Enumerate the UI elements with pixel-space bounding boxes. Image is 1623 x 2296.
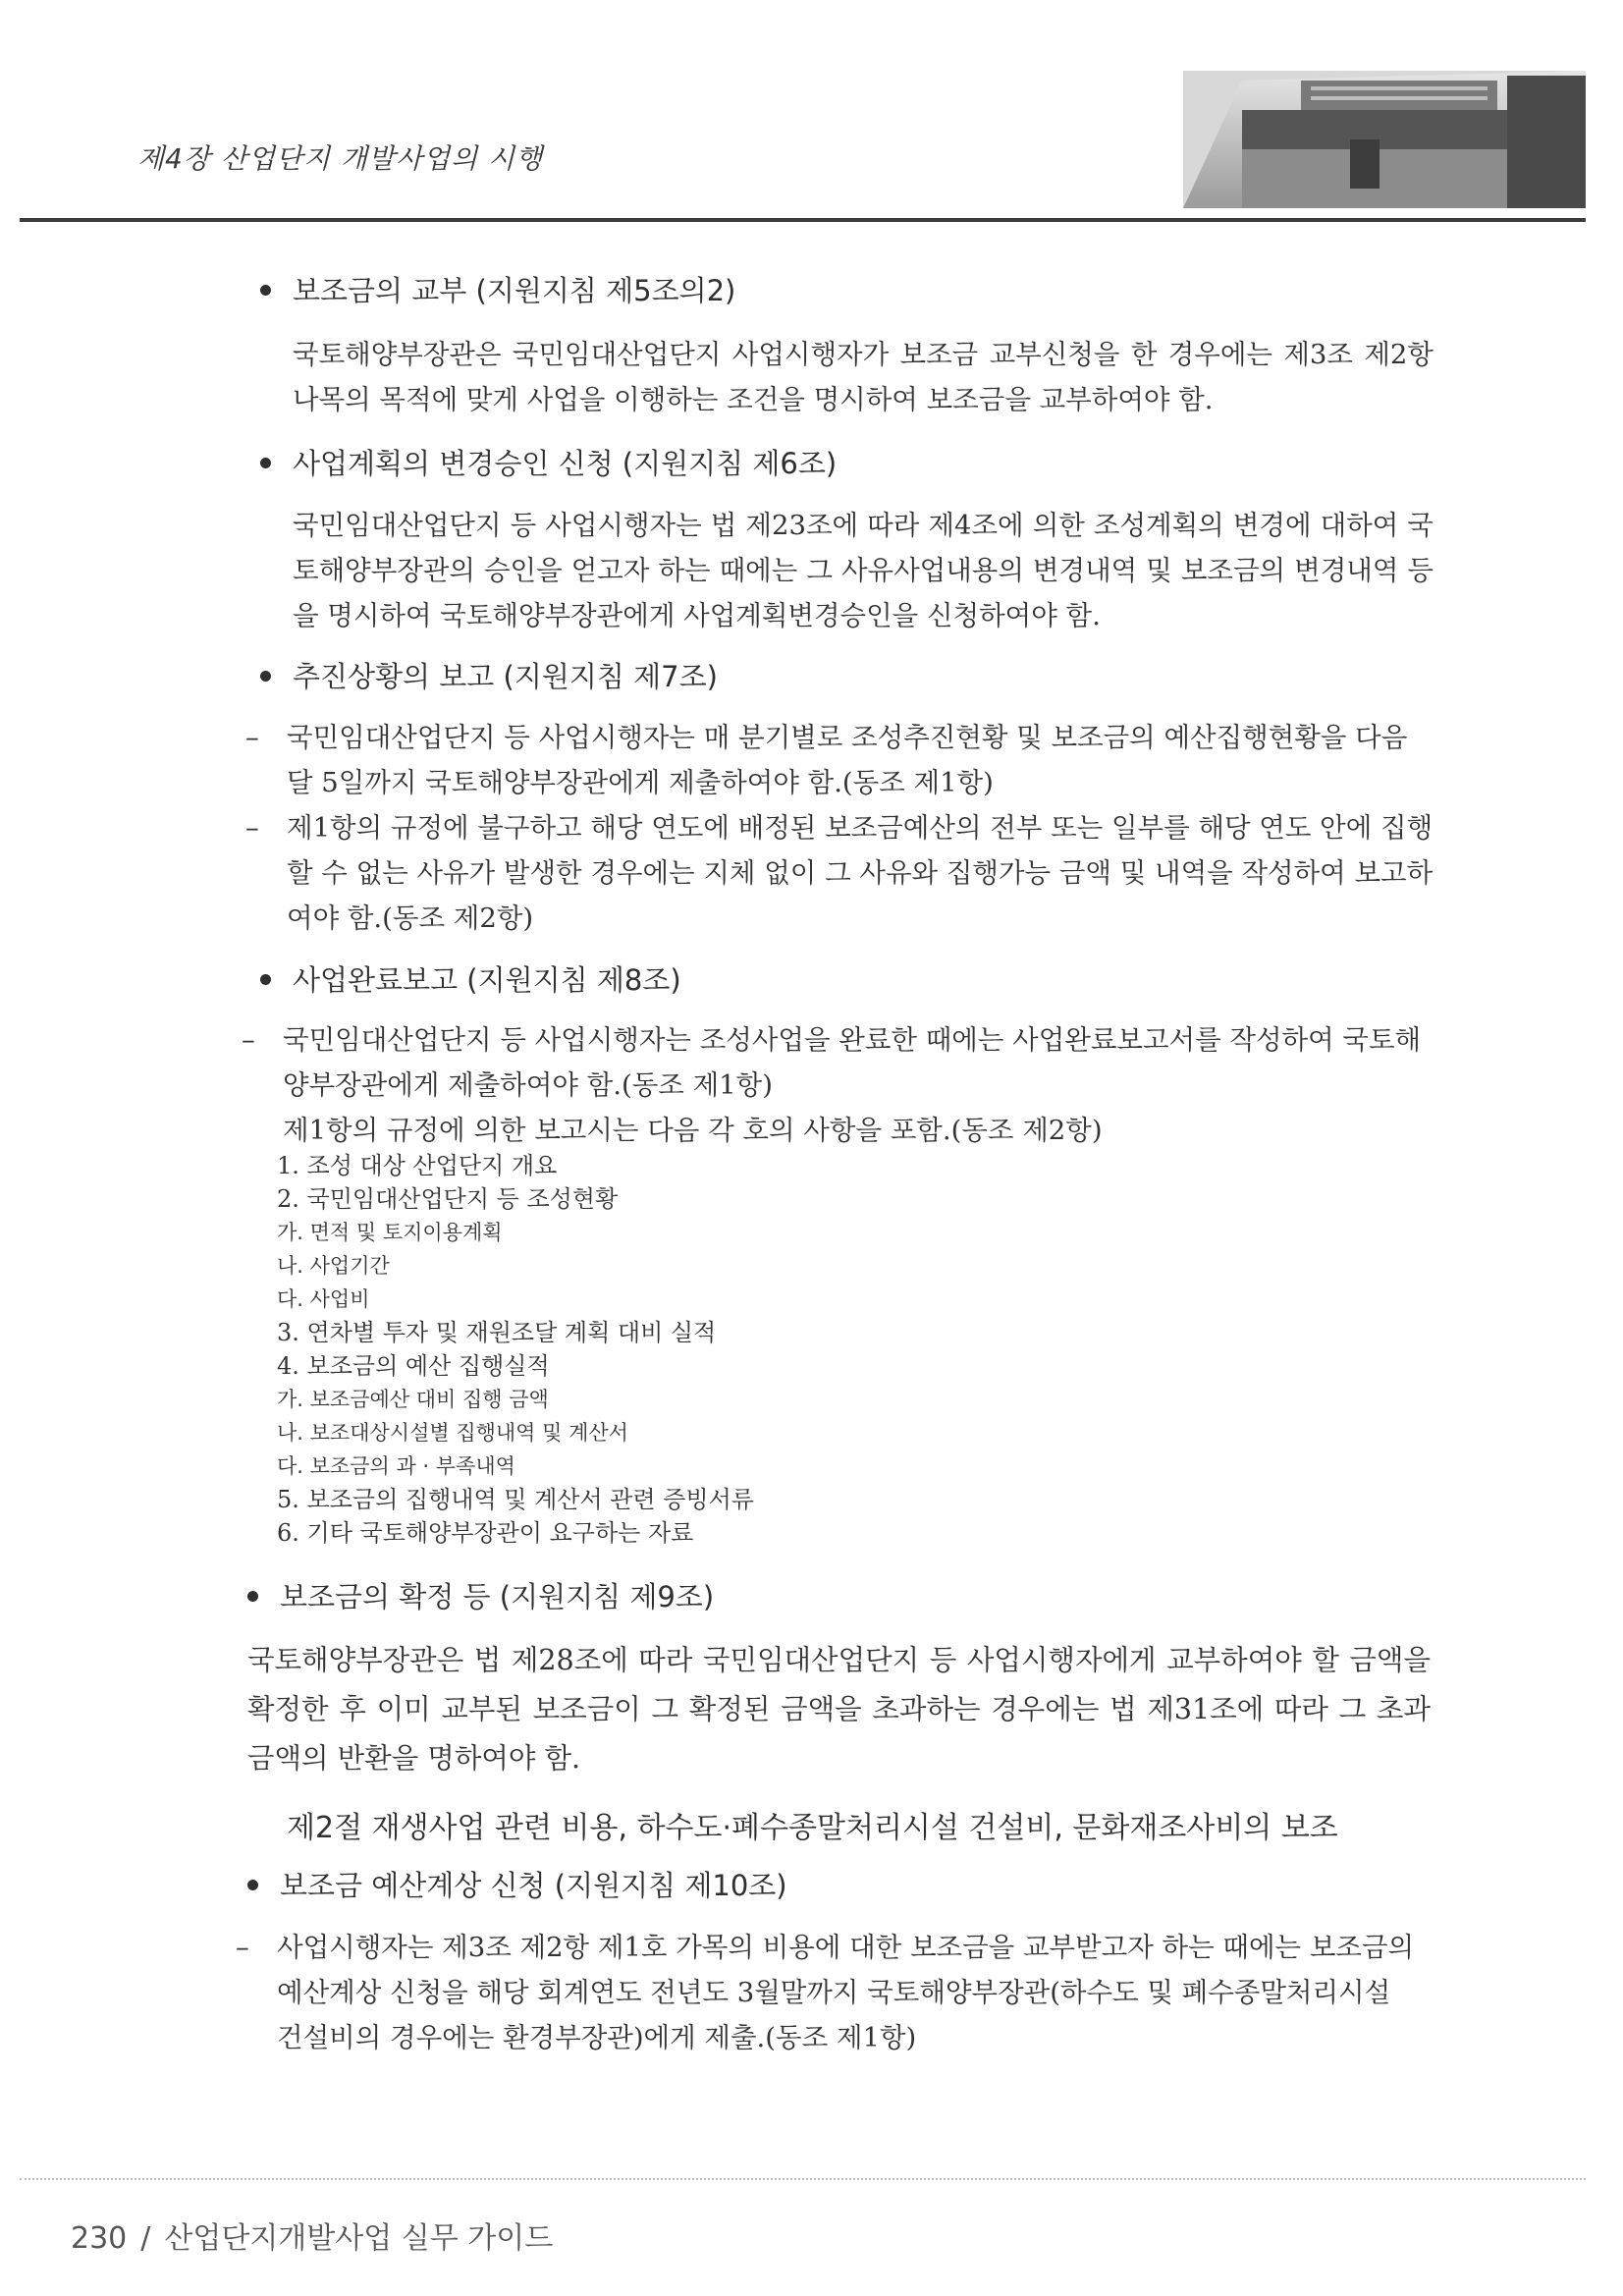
- dash-item: [242, 1017, 1434, 1108]
- list-item: 3. 연차별 투자 및 재원조달 계획 대비 실적: [277, 1319, 717, 1346]
- bullet-icon: [247, 1591, 258, 1602]
- section-heading-3: [260, 655, 718, 695]
- footer-rule: [20, 2178, 1586, 2180]
- section-heading-4: [260, 958, 681, 999]
- heading-text: 보조금의 확정 등 (지원지침 제9조): [280, 1580, 715, 1613]
- dash-item: [236, 1925, 1424, 2060]
- dash-icon: –: [236, 1932, 249, 1963]
- page-header: [0, 0, 1623, 236]
- list-subitem: 나. 보조대상시설별 집행내역 및 계산서: [277, 1421, 628, 1445]
- dash-item: [245, 715, 1434, 805]
- list-subitem: 가. 보조금예산 대비 집행 금액: [277, 1388, 549, 1411]
- heading-text: 사업완료보고 (지원지침 제8조): [293, 963, 681, 997]
- chapter-title: 제4장 산업단지 개발사업의 시행: [137, 142, 544, 175]
- list-item: 1. 조성 대상 산업단지 개요: [277, 1152, 558, 1179]
- book-title: 산업단지개발사업 실무 가이드: [164, 2221, 554, 2256]
- heading-text: 보조금 예산계상 신청 (지원지침 제10조): [280, 1869, 787, 1902]
- bullet-icon: [260, 671, 271, 682]
- list-item: 2. 국민임대산업단지 등 조성현황: [277, 1185, 619, 1213]
- page-footer: [71, 2214, 553, 2257]
- heading-text: 사업계획의 변경승인 신청 (지원지침 제6조): [293, 447, 838, 480]
- bullet-icon: [260, 458, 271, 468]
- section-heading-2: [260, 442, 837, 482]
- bullet-icon: [260, 285, 271, 296]
- dash-item-text: 제1항의 규정에 의한 보고시는 다음 각 호의 사항을 포함.(동조 제2항): [283, 1115, 1103, 1146]
- section-heading-6: [247, 1864, 787, 1904]
- dash-item: [245, 805, 1434, 941]
- heading-text: 보조금의 교부 (지원지침 제5조의2): [293, 274, 736, 307]
- list-subitem: 다. 보조금의 과 · 부족내역: [277, 1454, 515, 1478]
- section-heading-5: [247, 1575, 714, 1615]
- dash-icon: –: [245, 722, 259, 753]
- dash-icon: –: [242, 1024, 255, 1056]
- bullet-icon: [260, 974, 271, 985]
- bullet-icon: [247, 1880, 258, 1890]
- list-subitem: 나. 사업기간: [277, 1254, 390, 1278]
- page-number: 230: [71, 2221, 128, 2256]
- list-item: 4. 보조금의 예산 집행실적: [277, 1352, 550, 1380]
- dash-item-text: 사업시행자는 제3조 제2항 제1호 가목의 비용에 대한 보조금을 교부받고자 하는 때에는 보조금의 예산계상 신청을 해당 회계연도 전년도 3월말까지 국토해양부장관(하수도 및 폐수종말처리시설 건설비의 경우에는 환경부장관)에게 제출.(동조 제1항): [277, 1932, 1415, 2053]
- list-item: 5. 보조금의 집행내역 및 계산서 관련 증빙서류: [277, 1486, 754, 1513]
- list-subitem: 다. 사업비: [277, 1287, 370, 1311]
- dash-icon: –: [245, 812, 259, 844]
- heading-text: 추진상황의 보고 (지원지침 제7조): [293, 660, 718, 693]
- section-heading-1: [260, 269, 735, 309]
- dash-item-text: 국민임대산업단지 등 사업시행자는 조성사업을 완료한 때에는 사업완료보고서를 작성하여 국토해양부장관에게 제출하여야 함.(동조 제1항): [283, 1024, 1422, 1101]
- header-photo: [1183, 71, 1586, 208]
- header-rule: [20, 218, 1586, 222]
- dash-item-text: 국민임대산업단지 등 사업시행자는 매 분기별로 조성추진현황 및 보조금의 예산집행현황을 다음 달 5일까지 국토해양부장관에게 제출하여야 함.(동조 제1항): [287, 722, 1408, 798]
- section-paragraph-2: 국민임대산업단지 등 사업시행자는 법 제23조에 따라 제4조에 의한 조성계획의 변경에 대하여 국토해양부장관의 승인을 얻고자 하는 때에는 그 사유사업내용의 변경내역 및 보조금의 변경내역 등을 명시하여 국토해양부장관에게 사업계획변경승인을 신청하여야 함.: [293, 510, 1434, 631]
- list-item: 6. 기타 국토해양부장관이 요구하는 자료: [277, 1519, 694, 1547]
- dash-item-text: 제1항의 규정에 불구하고 해당 연도에 배정된 보조금예산의 전부 또는 일부를 해당 연도 안에 집행할 수 없는 사유가 발생한 경우에는 지체 없이 그 사유와 집행가능 금액 및 내역을 작성하여 보고하여야 함.(동조 제2항): [287, 812, 1434, 934]
- list-subitem: 가. 면적 및 토지이용계획: [277, 1221, 503, 1244]
- section-title: 제2절 재생사업 관련 비용, 하수도·폐수종말처리시설 건설비, 문화재조사비의 보조: [287, 1811, 1338, 1845]
- footer-separator: /: [140, 2221, 151, 2256]
- section-paragraph-1: 국토해양부장관은 국민임대산업단지 사업시행자가 보조금 교부신청을 한 경우에는 제3조 제2항 나목의 목적에 맞게 사업을 이행하는 조건을 명시하여 보조금을 교부하여야 함.: [293, 339, 1434, 415]
- dash-item: [283, 1108, 1434, 1153]
- section-paragraph-5: 국토해양부장관은 법 제28조에 따라 국민임대산업단지 등 사업시행자에게 교부하여야 할 금액을 확정한 후 이미 교부된 보조금이 그 확정된 금액을 초과하는 경우에는 법 제31조에 따라 그 초과금액의 반환을 명하여야 함.: [247, 1644, 1431, 1775]
